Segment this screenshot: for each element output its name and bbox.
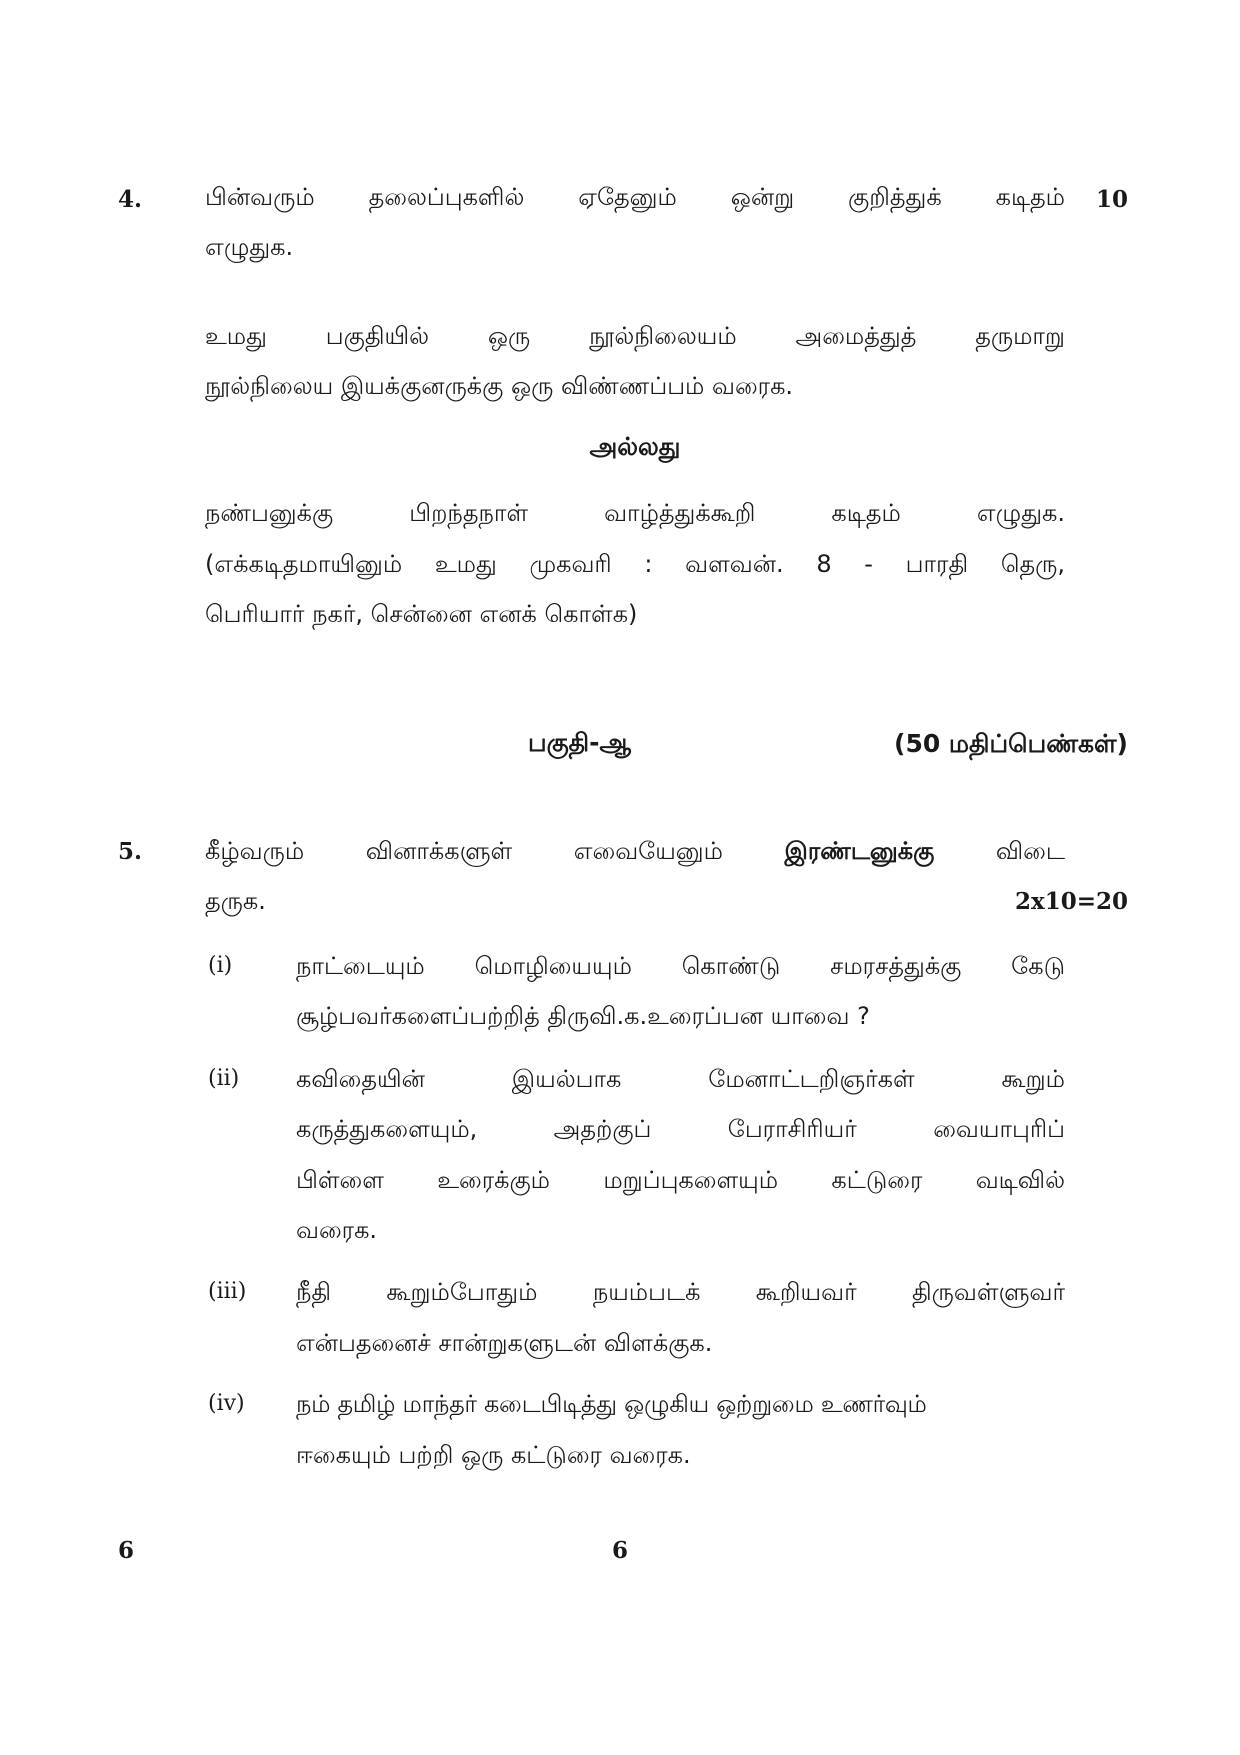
question-5-instruction-line1	[205, 826, 1065, 876]
question-5-marks: 2x10=20	[1014, 888, 1128, 915]
question-4-marks: 10	[1095, 186, 1128, 213]
question-4-number: 4.	[118, 186, 143, 213]
footer-left-number: 6	[118, 1537, 135, 1564]
question-5-instruction-pre: கீழ்வரும் வினாக்களுள் எவையேனும்	[205, 837, 723, 865]
sub-question-line: நம் தமிழ் மாந்தர் கடைபிடித்து ஒழுகிய ஒற்றுமை உணர்வும்	[296, 1390, 927, 1418]
question-4-option-b-line1: நண்பனுக்கு பிறந்தநாள் வாழ்த்துக்கூறி கடிதம் எழுதுக.	[205, 499, 1065, 527]
question-4-option-a-line1: உமது பகுதியில் ஒரு நூல்நிலையம் அமைத்துத் தருமாறு	[205, 322, 1065, 350]
sub-question-line: சூழ்பவர்களைப்பற்றித் திருவி.க.உரைப்பன யாவை ?	[296, 1002, 870, 1030]
question-5-instruction-post: விடை	[995, 837, 1065, 865]
sub-question-label: (iii)	[208, 1279, 247, 1304]
sub-question-label: (i)	[208, 953, 233, 978]
sub-question-label: (iv)	[208, 1391, 245, 1416]
sub-question-line: நீதி கூறும்போதும் நயம்படக் கூறியவர் திருவள்ளுவர்	[296, 1278, 1065, 1306]
or-label: அல்லது	[589, 432, 681, 461]
question-4-option-b-line3: பெரியார் நகர், சென்னை எனக் கொள்க)	[205, 600, 638, 628]
question-4-instruction-line1: பின்வரும் தலைப்புகளில் ஏதேனும் ஒன்று குறித்துக் கடிதம்	[205, 183, 1065, 211]
sub-question-line: ஈகையும் பற்றி ஒரு கட்டுரை வரைக.	[296, 1441, 691, 1469]
sub-question-line: நாட்டையும் மொழியையும் கொண்டு சமரசத்துக்கு கேடு	[296, 952, 1065, 980]
question-4-instruction-line2: எழுதுக.	[205, 233, 294, 261]
question-4-option-a-line2: நூல்நிலைய இயக்குனருக்கு ஒரு விண்ணப்பம் வரைக.	[205, 372, 794, 400]
section-marks: (50 மதிப்பெண்கள்)	[894, 729, 1128, 758]
sub-question-line: வரைக.	[296, 1216, 378, 1244]
section-title: பகுதி-ஆ	[528, 728, 632, 757]
sub-question-line: கவிதையின் இயல்பாக மேனாட்டறிஞர்கள் கூறும்	[296, 1065, 1065, 1093]
page-number: 6	[611, 1537, 628, 1564]
question-5-instruction-bold: இரண்டனுக்கு	[784, 837, 935, 865]
sub-question-line: கருத்துகளையும், அதற்குப் பேராசிரியர் வையாபுரிப்	[296, 1115, 1065, 1143]
sub-question-line: என்பதனைச் சான்றுகளுடன் விளக்குக.	[296, 1329, 713, 1357]
question-4-option-b-line2: (எக்கடிதமாயினும் உமது முகவரி : வளவன். 8 - பாரதி தெரு,	[205, 550, 1065, 578]
sub-question-label: (ii)	[208, 1066, 240, 1091]
sub-question-line: பிள்ளை உரைக்கும் மறுப்புகளையும் கட்டுரை வடிவில்	[296, 1166, 1065, 1194]
question-5-number: 5.	[118, 838, 143, 865]
question-5-instruction-line2: தருக.	[205, 887, 266, 915]
